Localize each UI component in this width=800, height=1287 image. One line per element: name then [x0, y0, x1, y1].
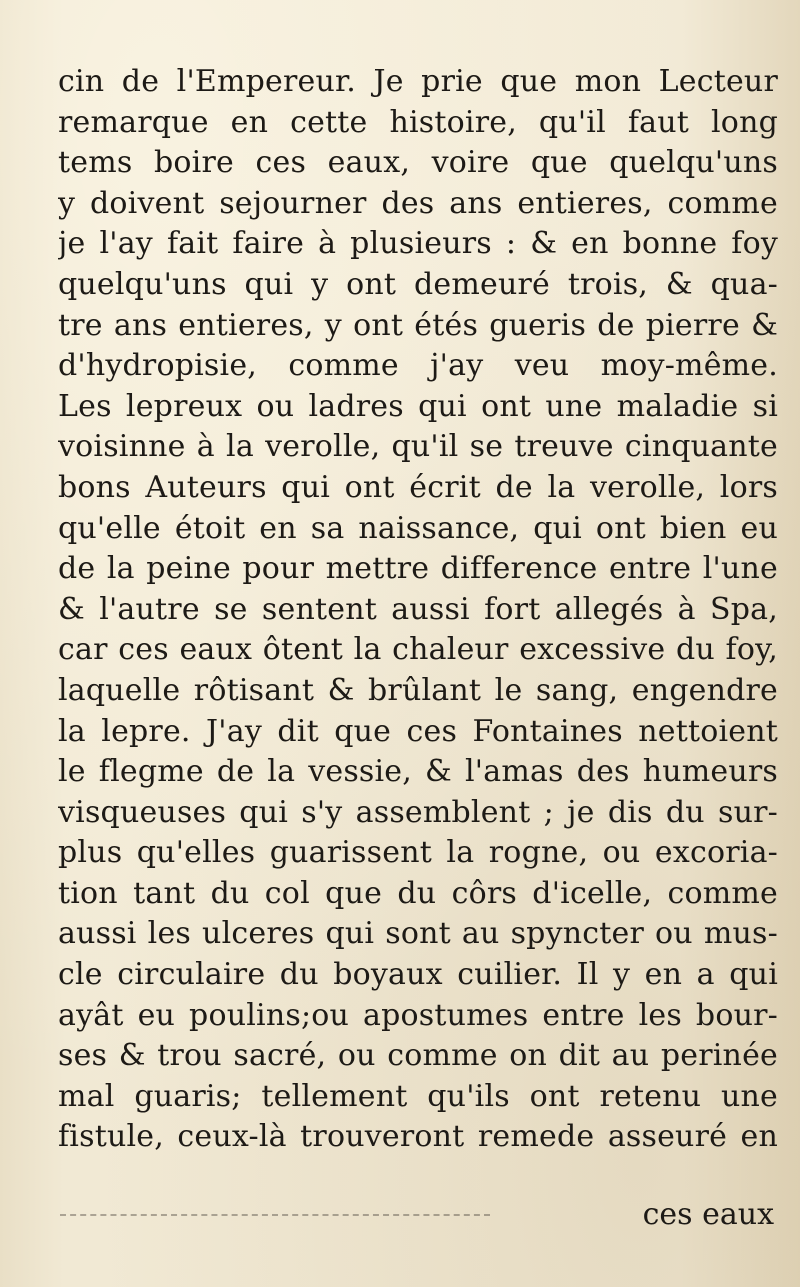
text-line: je l'ay fait faire à plusieurs : & en bonne foy [58, 226, 778, 262]
text-line: qu'elle étoit en sa naissance, qui ont bien eu [58, 510, 778, 546]
text-line: quelqu'uns qui y ont demeuré trois, & qua- [58, 266, 778, 302]
text-line: tre ans entieres, y ont étés gueris de pierre & [58, 307, 778, 343]
text-line: tion tant du col que du côrs d'icelle, comme [58, 875, 778, 911]
page-text-block [58, 62, 778, 1158]
text-line: remarque en cette histoire, qu'il faut long [58, 104, 778, 140]
text-line: ses & trou sacré, ou comme on dit au perinée [58, 1038, 778, 1074]
text-line: mal guaris; tellement qu'ils ont retenu une [58, 1078, 778, 1114]
text-line: ayât eu poulins;ou apostumes entre les bour- [58, 997, 778, 1033]
text-line: y doivent sejourner des ans entieres, comme [58, 185, 778, 221]
text-line: & l'autre se sentent aussi fort allegés à Spa, [58, 591, 778, 627]
text-line: aussi les ulceres qui sont au spyncter ou mus- [58, 916, 778, 952]
faint-show-through-rule [60, 1214, 490, 1216]
text-line: voisinne à la verolle, qu'il se treuve cinquante [58, 429, 778, 465]
text-line: Les lepreux ou ladres qui ont une maladie si [58, 388, 778, 424]
catchword: ces eaux [642, 1197, 774, 1232]
text-line: le flegme de la vessie, & l'amas des humeurs [58, 754, 778, 790]
text-line: visqueuses qui s'y assemblent ; je dis du sur- [58, 794, 778, 830]
text-line: cle circulaire du boyaux cuilier. Il y en a qui [58, 957, 778, 993]
text-line: laquelle rôtisant & brûlant le sang, engendre [58, 672, 778, 708]
text-line: la lepre. J'ay dit que ces Fontaines nettoient [58, 713, 778, 749]
text-line: bons Auteurs qui ont écrit de la verolle, lors [58, 469, 778, 505]
text-line: tems boire ces eaux, voire que quelqu'uns [58, 145, 778, 181]
text-line: de la peine pour mettre difference entre l'une [58, 551, 778, 587]
text-line: car ces eaux ôtent la chaleur excessive du foy, [58, 632, 778, 668]
text-line: d'hydropisie, comme j'ay veu moy-même. [58, 348, 778, 384]
text-line: fistule, ceux-là trouveront remede asseuré en [58, 1119, 778, 1155]
text-line: cin de l'Empereur. Je prie que mon Lecteur [58, 64, 778, 99]
text-line: plus qu'elles guarissent la rogne, ou excoria- [58, 835, 778, 871]
